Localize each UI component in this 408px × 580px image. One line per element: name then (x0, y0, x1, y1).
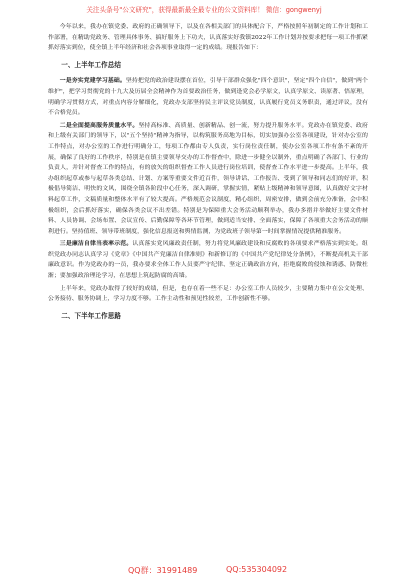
section-2-title: 二、下半年工作思路 (61, 311, 121, 320)
document-body (48, 22, 368, 327)
paragraph-party-building (48, 76, 368, 118)
paragraph-lead: 三是廉洁自律当表率示范。 (59, 240, 133, 248)
paragraph-service-quality (48, 121, 368, 238)
section-1-title: 一、上半年工作总结 (61, 60, 121, 69)
paragraph-body: 坚持把党的政治建设摆在首位，引导干部群众强化"四个意识"，坚定"四个自信"，做到"两个维护"，把学习贯彻党的十九大及历届全会精神作为首要政治任务，做到逢党会必学原文，认真学原文、读原著、悟原理，明确学习贯彻方式，对重点内容分解细化，党政办支部坚持民主评议党员制度，认真履行党员义务职责，通过评议，没有不合格党员。 (48, 78, 368, 117)
paragraph-body: 认真落实党风廉政责任制，努力将党风廉政建设和反腐败的各项要求严格落实到实处。组织党政办同志认真学习《党章》《中国共产党廉洁自律准则》和新修订的《中国共产党纪律处分条例》，不断提高机关干部廉政意识。作为党政办的一员，我办要求全体工作人员要严守纪律、坚定正确政治方向，拒绝腐败的侵蚀和诱惑、防微杜渐；要加强政治理论学习，在思想上筑起防腐的高墙。 (48, 241, 368, 280)
footer-qq-group: QQ群：31991489 (128, 566, 198, 575)
header-notice: 关注头条号"公文研究"，获得最新最全最专业的公文资料库！ 微信：gongwenyj (86, 6, 322, 14)
paragraph-lead: 二是全面提高服务质量水平。 (59, 121, 139, 129)
footer-qq-number: QQ:535304092 (226, 565, 288, 574)
paragraph-lead: 一是夯实党建学习基础。 (59, 77, 126, 85)
intro-paragraph: 今年以来，我办在镇党委、政府的正确领导下，以及在各相关部门的具体配合下，严格按照年初制定的工作计划和工作部署，在精助党政务、管理具体事务、搞好服务上下功夫，认真落实好我镇2022年工作计划并按要求把每一项工作抓紧抓好落实到位，使全镇上半年经济和社会各项事业取得一定的成绩。现报告如下： (48, 24, 368, 52)
paragraph-integrity (48, 239, 368, 281)
paragraph-body: 坚持高标准、高质量、创新精品、创一流，努力提升服务水平。党政办在镇党委、政府和上级有关部门的领导下，以"五个坚持"精神为指导，以构筑服务高地为目标，切实加强办公室各项建设，针对办公室的工作特点，对办公室的工作进行明确分工，每项工作都由专人负责，实行岗位责任制，使办公室各项工作有条不紊的开展，确保了良好的工作秩序，特别是在镇主要领导交办的工作督查中，除进一步健全以制外，重点明确了各部门、行业的负责人，并针对督查工作的特点，有的放矢的组织督查工作人员进行岗位培训，使督查工作水平进一步提高。上半年，我办组织起草或参与起草各类总结、计划、方案等重要文件近百件，领导讲话、工作报告、受到了领导和同志们的好评，积极倡导简洁、明快的文风，围绕全镇各阶段中心任务，深入调研，掌握实情，紧贴上级精神和领导意图，认真做好文字材料起草工作，文稿质量和整体水平有了较大提高。严格规范会议制度，精心组织，周密安排，做到会前充分准备，会中积极组织，会后抓好落实，确保各类会议不出差错。特别是为保障重大会务活动顺利举办，我办多措并举做好主要文件材料、人员协调、会场布置、会议宣传、后勤保障等各环节管理，做到适当安排、全面落实，保障了各项重大会务活动的顺利进行。坚持值班、领导带班制度，强化信息报送和舆情监测，为党政班子领导第一时间掌握情况提供精准服务。 (48, 122, 368, 235)
summary-paragraph: 上半年来，党政办取得了较好的成绩，但是，也存在着一些不足：办公室工作人员较少，主要精力集中在公文处理、公务接待、服务协调上，学习力度不够。工作主动性和预见性较差，工作创新性不够。 (48, 285, 368, 303)
